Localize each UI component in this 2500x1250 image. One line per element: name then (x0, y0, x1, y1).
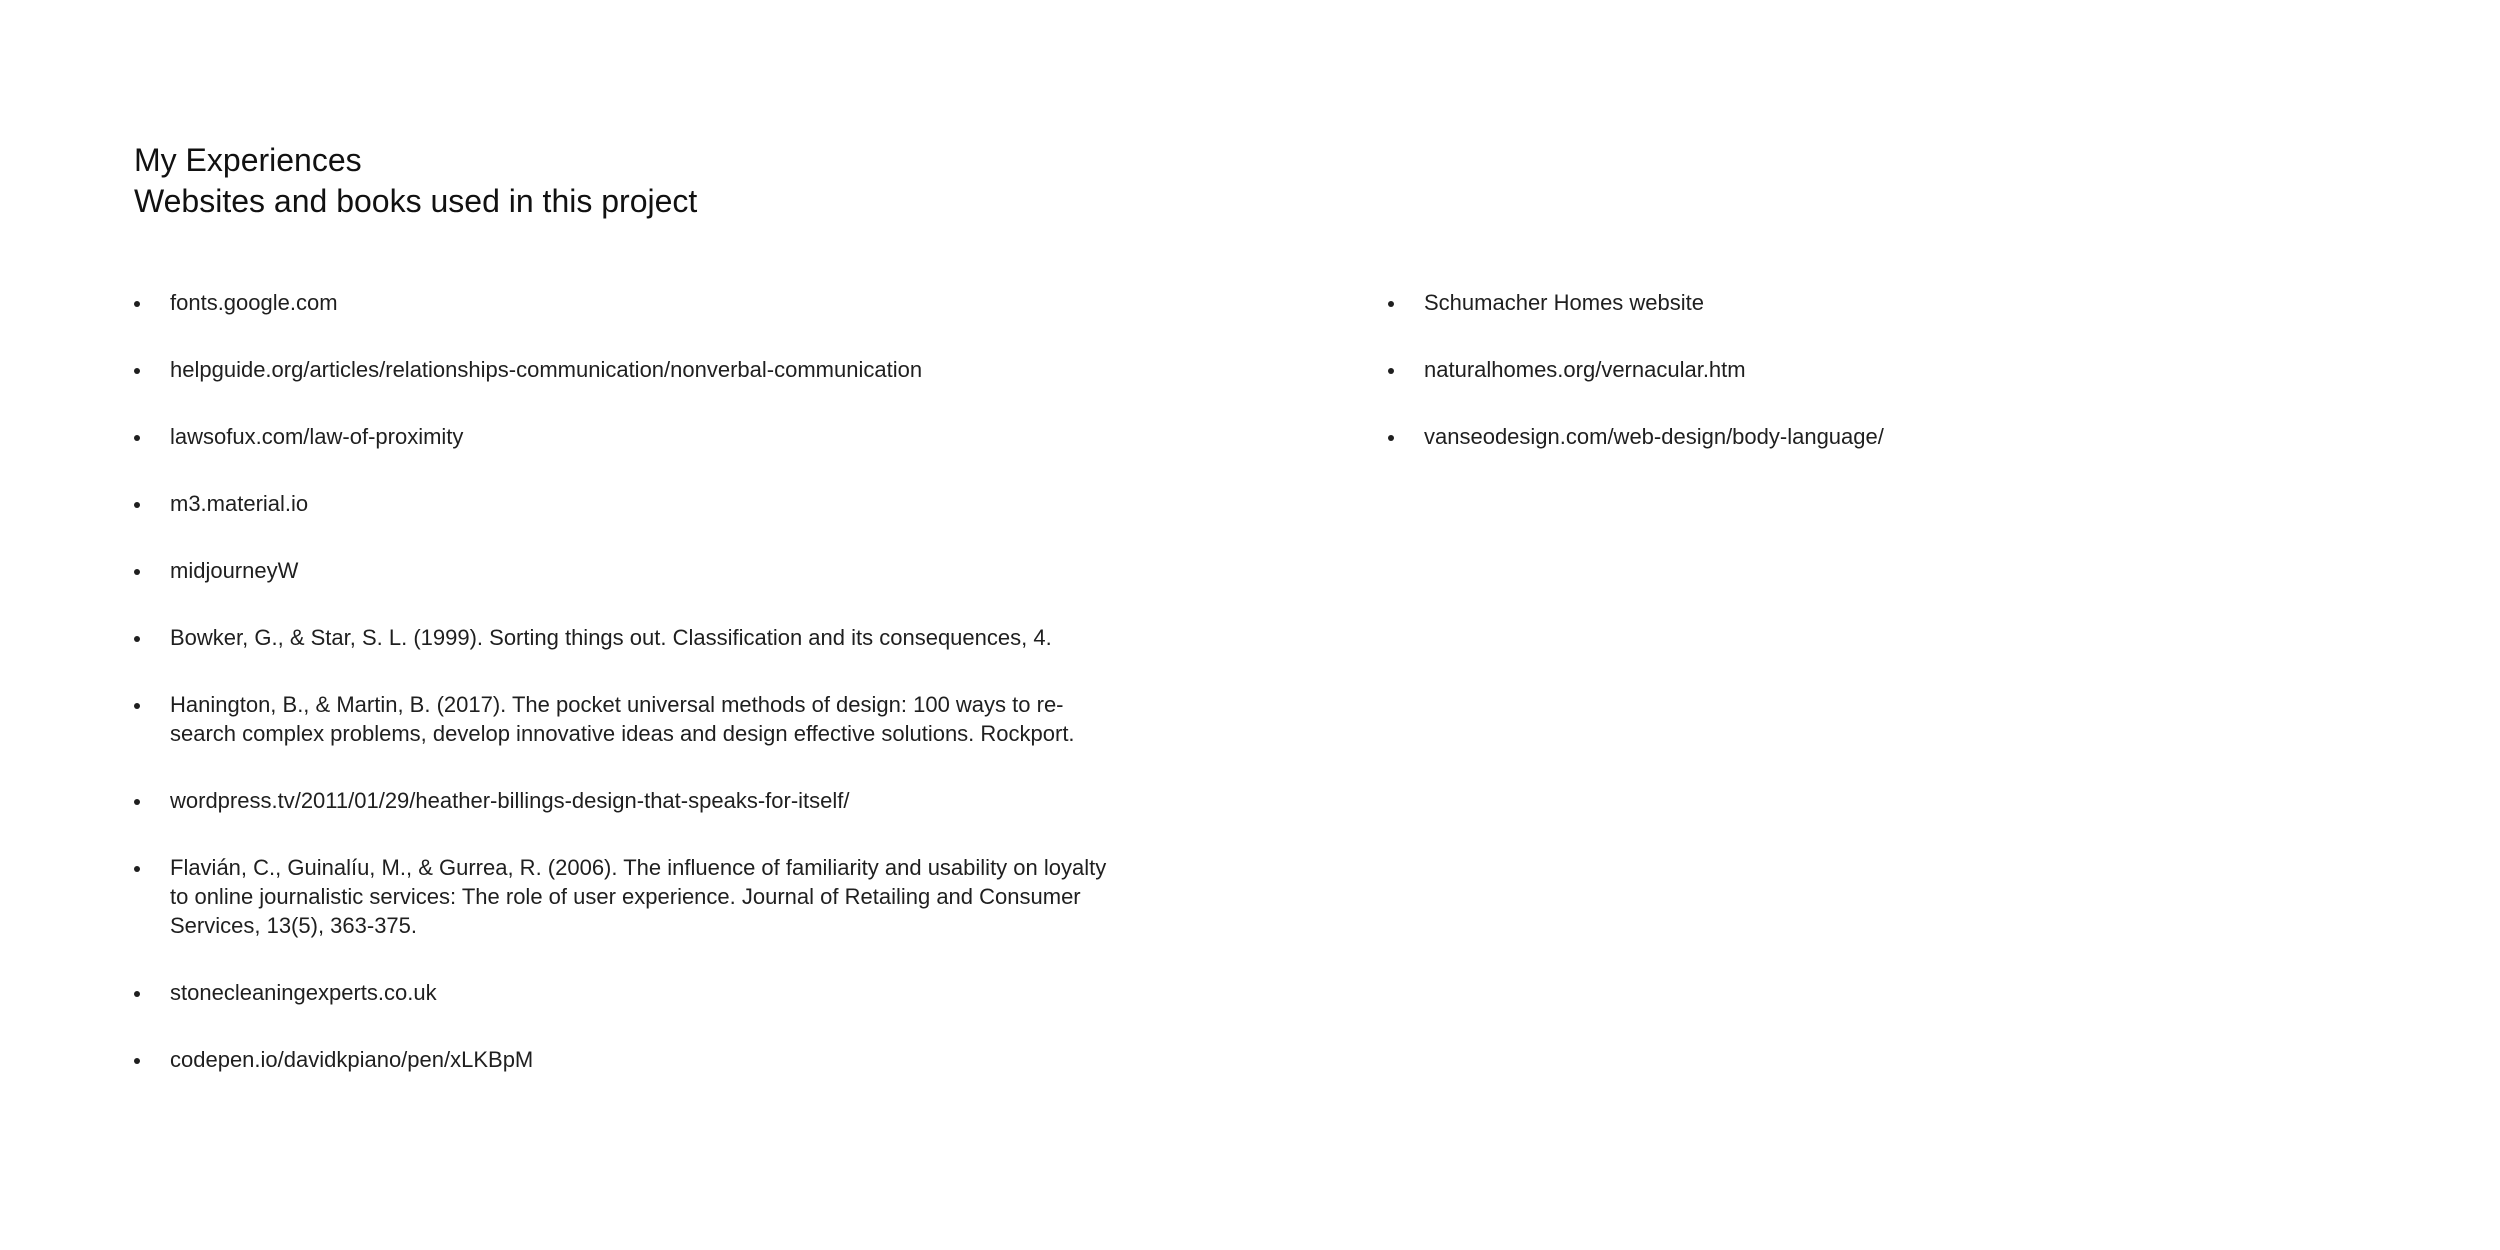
bullet-icon (134, 301, 140, 307)
page-title: My Experiences (134, 142, 362, 178)
reference-text: Bowker, G., & Star, S. L. (1999). Sorting things out. Classification and its consequences, 4. (170, 625, 1052, 650)
bullet-icon (134, 368, 140, 374)
bullet-icon (134, 991, 140, 997)
list-item (134, 288, 1124, 317)
page-subtitle: Websites and books used in this project (134, 183, 698, 219)
reference-list-right (1388, 288, 2288, 489)
reference-text: Hanington, B., & Martin, B. (2017). The pocket universal methods of design: 100 ways to re-search complex problems, develop innovative ideas and design effective solutions. Rockport. (170, 692, 1075, 746)
list-item (1388, 288, 2288, 317)
reference-text: Flavián, C., Guinalíu, M., & Gurrea, R. (2006). The influence of familiarity and usability on loyalty to online journalistic services: The role of user experience. Journal of Retailing and Consumer Services, 13(5), 363-375. (170, 855, 1107, 938)
list-item (134, 786, 1124, 815)
list-item (134, 690, 1124, 748)
bullet-icon (134, 435, 140, 441)
bullet-icon (134, 866, 140, 872)
bullet-icon (134, 502, 140, 508)
list-item (134, 422, 1124, 451)
list-item (134, 355, 1124, 384)
bullet-icon (1388, 435, 1394, 441)
reference-text: Schumacher Homes website (1424, 290, 1705, 315)
reference-text: wordpress.tv/2011/01/29/heather-billings-design-that-speaks-for-itself/ (170, 788, 850, 813)
reference-text: midjourneyW (170, 558, 299, 583)
list-item (134, 978, 1124, 1007)
reference-text: helpguide.org/articles/relationships-communication/nonverbal-communication (170, 357, 923, 382)
reference-text: lawsofux.com/law-of-proximity (170, 424, 464, 449)
bullet-icon (134, 1058, 140, 1064)
list-item (134, 1045, 1124, 1074)
list-item (134, 853, 1124, 940)
reference-text: vanseodesign.com/web-design/body-language/ (1424, 424, 1884, 449)
bullet-icon (1388, 368, 1394, 374)
list-item (1388, 355, 2288, 384)
bullet-icon (134, 636, 140, 642)
bullet-icon (134, 569, 140, 575)
reference-text: stonecleaningexperts.co.uk (170, 980, 437, 1005)
reference-text: m3.material.io (170, 491, 309, 516)
reference-text: codepen.io/davidkpiano/pen/xLKBpM (170, 1047, 534, 1072)
list-item (134, 556, 1124, 585)
page-header (134, 140, 697, 222)
bullet-icon (134, 799, 140, 805)
bullet-icon (134, 703, 140, 709)
reference-list-left (134, 288, 1124, 1112)
reference-text: fonts.google.com (170, 290, 338, 315)
list-item (1388, 422, 2288, 451)
reference-text: naturalhomes.org/vernacular.htm (1424, 357, 1746, 382)
list-item (134, 623, 1124, 652)
list-item (134, 489, 1124, 518)
bullet-icon (1388, 301, 1394, 307)
